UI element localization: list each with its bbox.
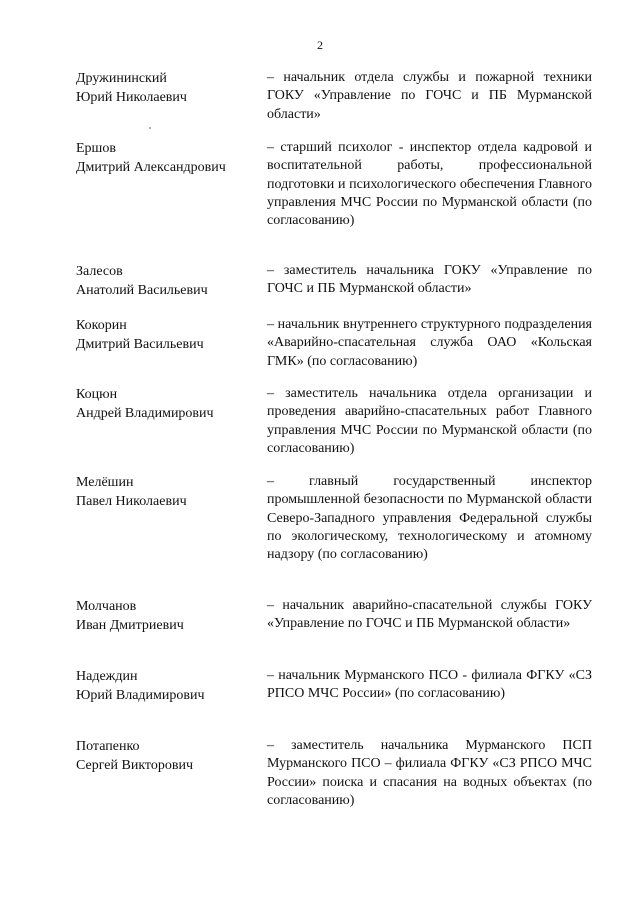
member-given-names: Дмитрий Александрович — [76, 160, 226, 175]
member-surname: Надеждин — [76, 669, 138, 684]
scan-speck — [149, 127, 151, 129]
member-duty: – начальник отдела службы и пожарной техники ГОКУ «Управление по ГОЧС и ПБ Мурманской области» — [267, 70, 592, 122]
page-number: 2 — [317, 38, 323, 52]
member-name — [76, 473, 256, 511]
member-surname: Ершов — [76, 141, 116, 156]
member-duty: – старший психолог - инспектор отдела кадровой и воспитательной работы, профессиональной подготовки и психологического обеспечения Главного управления МЧС России по Мурманской области (по согласованию) — [267, 140, 592, 229]
member-duty: – главный государственный инспектор промышленной безопасности по Мурманской области Северо-Западного управления Федеральной службы по экологическому, технологическому и атомному надзору (по согласованию) — [267, 474, 592, 563]
member-name — [76, 316, 256, 354]
member-surname: Залесов — [76, 264, 123, 279]
member-duty: – заместитель начальника отдела организации и проведения аварийно-спасательных работ Главного управления МЧС России по Мурманской области (по согласованию) — [267, 386, 592, 456]
member-given-names: Иван Дмитриевич — [76, 618, 184, 633]
member-name — [76, 737, 256, 775]
member-duty: – начальник внутреннего структурного подразделения «Аварийно-спасательная служба ОАО «Кольская ГМК» (по согласованию) — [267, 317, 592, 369]
member-given-names: Анатолий Васильевич — [76, 283, 208, 298]
member-duty: – заместитель начальника Мурманского ПСП Мурманского ПСО – филиала ФГКУ «СЗ РПСО МЧС России» поиска и спасания на водных объектах (по согласованию) — [267, 738, 592, 808]
member-name — [76, 139, 256, 177]
member-given-names: Сергей Викторович — [76, 758, 194, 773]
member-given-names: Павел Николаевич — [76, 494, 187, 509]
member-name — [76, 597, 256, 635]
member-surname: Кокорин — [76, 318, 127, 333]
member-surname: Потапенко — [76, 739, 140, 754]
member-given-names: Юрий Владимирович — [76, 688, 205, 703]
member-given-names: Дмитрий Васильевич — [76, 337, 204, 352]
member-surname: Дружининский — [76, 71, 167, 86]
member-duty: – начальник аварийно-спасательной службы ГОКУ «Управление по ГОЧС и ПБ Мурманской области» — [267, 598, 592, 632]
member-name — [76, 69, 256, 107]
member-surname: Коцюн — [76, 387, 118, 402]
member-given-names: Андрей Владимирович — [76, 406, 214, 421]
member-duty: – заместитель начальника ГОКУ «Управление по ГОЧС и ПБ Мурманской области» — [267, 263, 592, 297]
member-name — [76, 667, 256, 705]
member-duty: – начальник Мурманского ПСО - филиала ФГКУ «СЗ РПСО МЧС России» (по согласованию) — [267, 668, 592, 702]
member-given-names: Юрий Николаевич — [76, 90, 187, 105]
member-surname: Мелёшин — [76, 475, 134, 490]
member-name — [76, 385, 256, 423]
member-surname: Молчанов — [76, 599, 137, 614]
member-name — [76, 262, 256, 300]
